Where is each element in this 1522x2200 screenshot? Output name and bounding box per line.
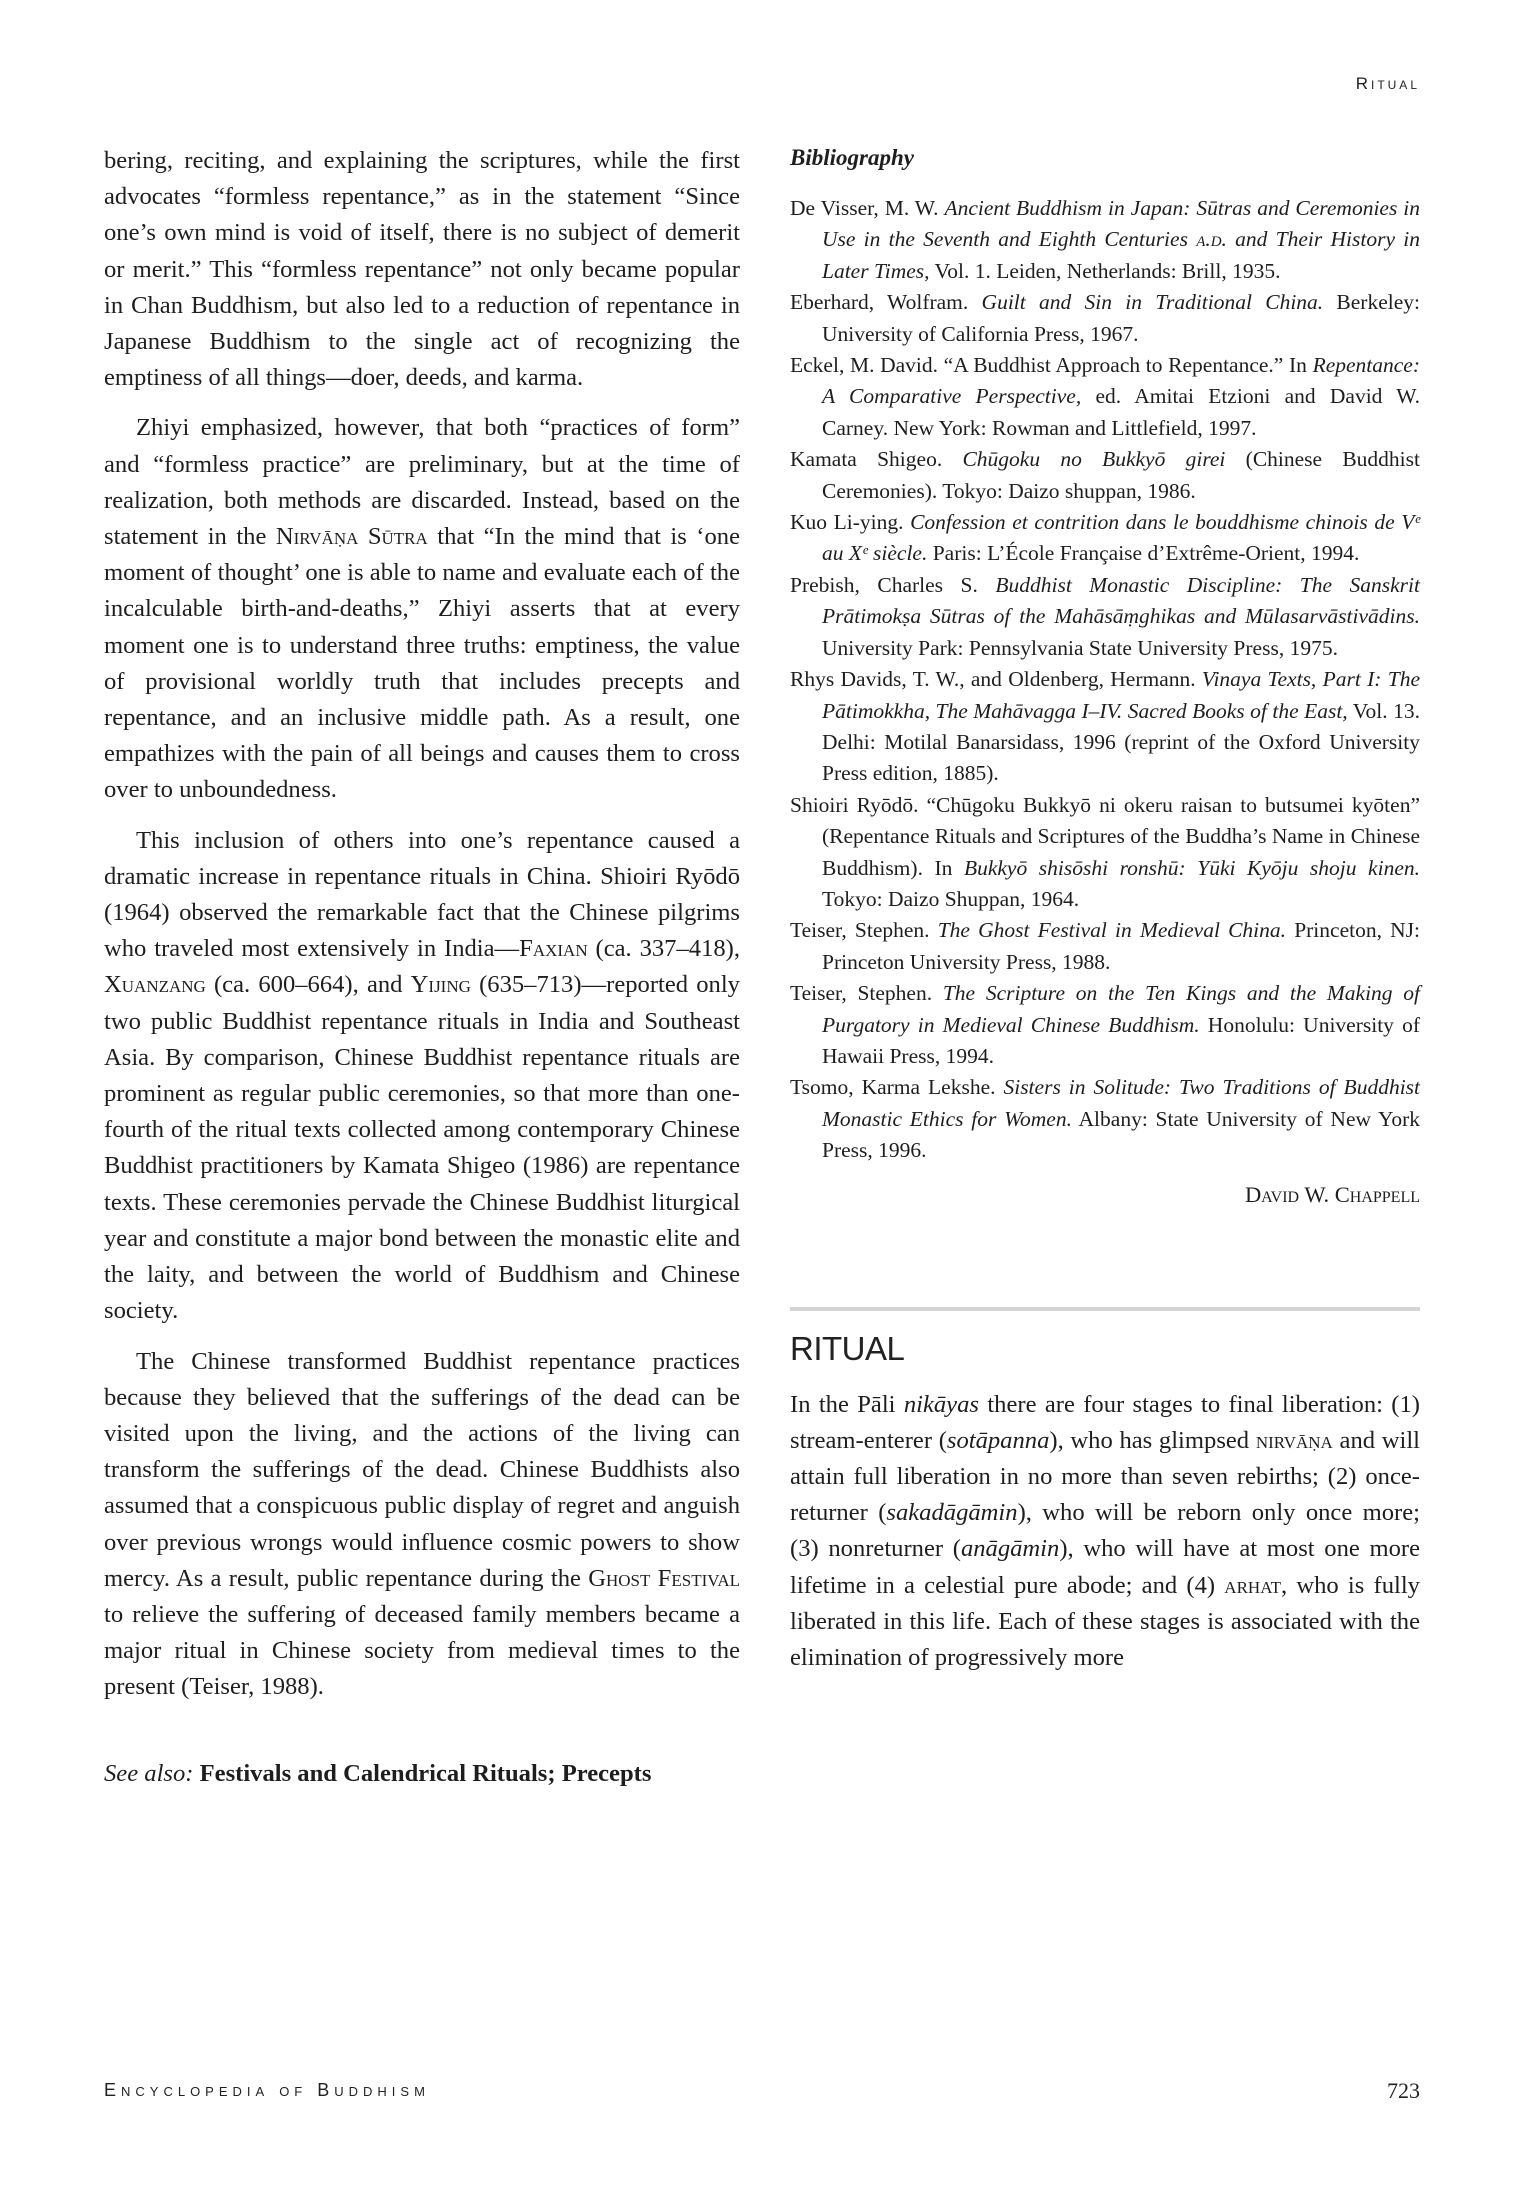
italic-text: sotāpanna xyxy=(946,1426,1050,1454)
cross-reference[interactable]: Nirvāṇa Sūtra xyxy=(275,523,428,551)
italic-text: Guilt and Sin in Traditional China. xyxy=(981,290,1324,315)
cross-reference[interactable]: Xuanzang xyxy=(104,971,206,999)
bibliography-entry xyxy=(790,287,1420,350)
italic-text: The Scripture on the Ten Kings and the Making of Purgatory in Medieval Chinese Buddhism. xyxy=(822,981,1421,1037)
cross-reference[interactable]: arhat xyxy=(1224,1571,1281,1599)
paragraph xyxy=(104,410,740,808)
bibliography-entry xyxy=(790,978,1420,1072)
text-run: Prebish, Charles S. xyxy=(790,572,996,597)
bibliography-entry xyxy=(790,790,1420,916)
italic-text: Ancient Buddhism in Japan: Sūtras and Ceremonies in Use in the Seventh and Eighth Centuries xyxy=(822,196,1420,252)
text-run: Paris: L’École Française d’Extrême-Orient, 1994. xyxy=(927,541,1360,566)
text-run: De Visser, M. W. xyxy=(790,196,945,220)
see-also-label: See also: xyxy=(104,1759,194,1787)
text-run: Kuo Li-ying. xyxy=(790,510,911,535)
text-run: ), who will have at most one more lifetime in a celestial pure abode; and (4) xyxy=(790,1535,1420,1599)
text-run: Eckel, M. David. “A Buddhist Approach to Repentance.” In xyxy=(790,353,1313,378)
text-run: Rhys Davids, T. W., and Oldenberg, Hermann. xyxy=(790,667,1202,692)
text-run: Honolulu: University of Hawaii Press, 1994. xyxy=(822,1012,1421,1068)
italic-text: and Their History in Later Times, xyxy=(822,227,1420,283)
section-divider xyxy=(790,1307,1420,1311)
cross-reference[interactable]: Faxian xyxy=(519,935,588,963)
bibliography-entry xyxy=(790,1072,1420,1166)
running-head: Ritual xyxy=(1355,74,1420,93)
italic-text: Sisters in Solitude: Two Traditions of Buddhist Monastic Ethics for Women. xyxy=(822,1075,1421,1131)
italic-text: anāgāmin xyxy=(960,1535,1060,1563)
italic-text: Confession et contrition dans le bouddhisme chinois de Vᵉ au Xᵉ siècle. xyxy=(822,510,1420,566)
text-run: (ca. 600–664), and xyxy=(205,971,411,999)
see-also xyxy=(104,1756,740,1792)
text-run: (ca. 337–418), xyxy=(587,935,740,963)
bibliography-entry xyxy=(790,193,1420,287)
text-run: Teiser, Stephen. xyxy=(790,918,938,943)
text-run: there are four stages to final liberation: (1) stream-enterer ( xyxy=(790,1390,1420,1454)
paragraph xyxy=(104,823,740,1330)
entry-body xyxy=(790,1387,1420,1677)
text-run: Albany: State University of New York Press, 1996. xyxy=(822,1106,1421,1163)
text-run: In the Pāli xyxy=(790,1390,904,1418)
see-also-links[interactable]: Festivals and Calendrical Rituals; Precepts xyxy=(199,1759,652,1787)
bibliography-entry xyxy=(790,915,1420,978)
page-number: 723 xyxy=(1387,2078,1420,2103)
bibliography-entry xyxy=(790,507,1420,570)
text-run: Tokyo: Daizo Shuppan, 1964. xyxy=(822,886,1080,911)
text-run: Zhiyi emphasized, however, that both “practices of form” and “formless practice” are preliminary, but at the time of realization, both methods are discarded. Instead, based on the statement in the xyxy=(104,414,740,551)
italic-text: Bukkyō shisōshi ronshū: Yūki Kyōju shoju kinen. xyxy=(963,855,1420,880)
bibliography-entry xyxy=(790,570,1420,664)
italic-text: nikāyas xyxy=(903,1390,979,1418)
entry-heading: RITUAL xyxy=(790,1329,905,1367)
article-author: David W. Chappell xyxy=(1244,1181,1420,1207)
bibliography-entry xyxy=(790,350,1420,444)
bibliography-entry xyxy=(790,664,1420,790)
text-run: Vol. 1. Leiden, Netherlands: Brill, 1935. xyxy=(929,258,1281,283)
bibliography-heading: Bibliography xyxy=(790,145,914,170)
text-run: ), who will be reborn only once more; (3) nonreturner ( xyxy=(790,1499,1420,1563)
cross-reference[interactable]: Yijing xyxy=(410,971,471,999)
text-run: ), who has glimpsed xyxy=(1049,1426,1256,1454)
text-run: bering, reciting, and explaining the scriptures, while the first advocates “formless repentance,” as in the statement “Since one’s own mind is void of itself, there is no subject of demerit or merit.” This “formless repentance” not only became popular in Chan Buddhism, but also led to a reduction of repentance in Japanese Buddhism to the single act of recognizing the emptiness of all things—doer, deeds, and karma. xyxy=(104,147,740,392)
right-column xyxy=(790,143,1420,1676)
italic-text: Repentance: A Comparative Perspective, xyxy=(822,353,1420,409)
text-run: Shioiri Ryōdō. “Chūgoku Bukkyō ni okeru raisan to butsumei kyōten” (Repentance Rituals and Scriptures of the Buddha’s Name in Chinese Buddhism). In xyxy=(790,792,1420,880)
left-column xyxy=(104,143,740,1792)
text-run: to relieve the suffering of deceased family members became a major ritual in Chinese society from medieval times to the present (Teiser, 1988). xyxy=(104,1600,740,1701)
italic-text: sakadāgāmin xyxy=(886,1499,1018,1527)
text-run: Eberhard, Wolfram. xyxy=(790,290,982,315)
cross-reference[interactable]: nirvāṇa xyxy=(1255,1426,1333,1454)
italic-text: Chūgoku no Bukkyō girei xyxy=(962,447,1226,472)
text-run: that “In the mind that is ‘one moment of thought’ one is able to name and evaluate each of the incalculable birth-and-deaths,” Zhiyi asserts that at every moment one is to understand three truths: emptiness, the value of provisional worldly truth that includes precepts and repentance, and an inclusive middle path. As a result, one empathizes with the pain of all beings and causes them to cross over to unboundedness. xyxy=(104,523,740,804)
text-run: Berkeley: University of California Press, 1967. xyxy=(822,290,1420,346)
cross-reference[interactable]: a.d. xyxy=(1196,227,1227,252)
text-run: This inclusion of others into one’s repentance caused a dramatic increase in repentance rituals in China. Shioiri Ryōdō (1964) observed the remarkable fact that the Chinese pilgrims who traveled most extensively in India— xyxy=(104,826,740,963)
text-run: Tsomo, Karma Lekshe. xyxy=(790,1075,1004,1100)
text-run: The Chinese transformed Buddhist repentance practices because they believed that the sufferings of the dead can be visited upon the living, and the actions of the living can transform the sufferings of the dead. Chinese Buddhists also assumed that a conspicuous public display of regret and anguish over previous wrongs would influence cosmic powers to show mercy. As a result, public repentance during the xyxy=(104,1347,740,1592)
text-run: Vol. 13. Delhi: Motilal Banarsidass, 1996 (reprint of the Oxford University Press edition, 1885). xyxy=(822,698,1420,786)
text-run: , who is fully liberated in this life. Each of these stages is associated with the elimination of progressively more xyxy=(790,1571,1420,1672)
text-run: Kamata Shigeo. xyxy=(790,447,963,472)
cross-reference[interactable]: Ghost Festival xyxy=(588,1564,740,1592)
paragraph xyxy=(104,1344,740,1706)
footer-book-title: Encyclopedia of Buddhism xyxy=(104,2080,430,2100)
text-run: (Chinese Buddhist Ceremonies). Tokyo: Daizo shuppan, 1986. xyxy=(822,447,1420,503)
text-run: Princeton, NJ: Princeton University Press, 1988. xyxy=(822,918,1420,974)
italic-text: Vinaya Texts, Part I: The Pātimokkha, The Mahāvagga I–IV. Sacred Books of the East, xyxy=(822,667,1420,723)
text-run: Teiser, Stephen. xyxy=(790,981,943,1006)
text-run: and will attain full liberation in no more than seven rebirths; (2) once-returner ( xyxy=(790,1426,1420,1527)
italic-text: Buddhist Monastic Discipline: The Sanskrit Prātimokṣa Sūtras of the Mahāsāṃghikas and Mūlasarvāstivādins. xyxy=(822,572,1420,629)
bibliography-list xyxy=(790,193,1420,1167)
text-run: ed. Amitai Etzioni and David W. Carney. New York: Rowman and Littlefield, 1997. xyxy=(822,384,1420,440)
text-run: University Park: Pennsylvania State University Press, 1975. xyxy=(822,635,1338,660)
text-run: (635–713)—reported only two public Buddhist repentance rituals in India and Southeast Asia. By comparison, Chinese Buddhist repentance rituals are prominent as regular public ceremonies, so that more than one-fourth of the ritual texts collected among contemporary Chinese Buddhist practitioners by Kamata Shigeo (1986) are repentance texts. These ceremonies pervade the Chinese Buddhist liturgical year and constitute a major bond between the monastic elite and the laity, and between the world of Buddhism and Chinese society. xyxy=(104,971,740,1325)
paragraph xyxy=(104,143,740,396)
bibliography-entry xyxy=(790,444,1420,507)
italic-text: The Ghost Festival in Medieval China. xyxy=(937,918,1287,943)
